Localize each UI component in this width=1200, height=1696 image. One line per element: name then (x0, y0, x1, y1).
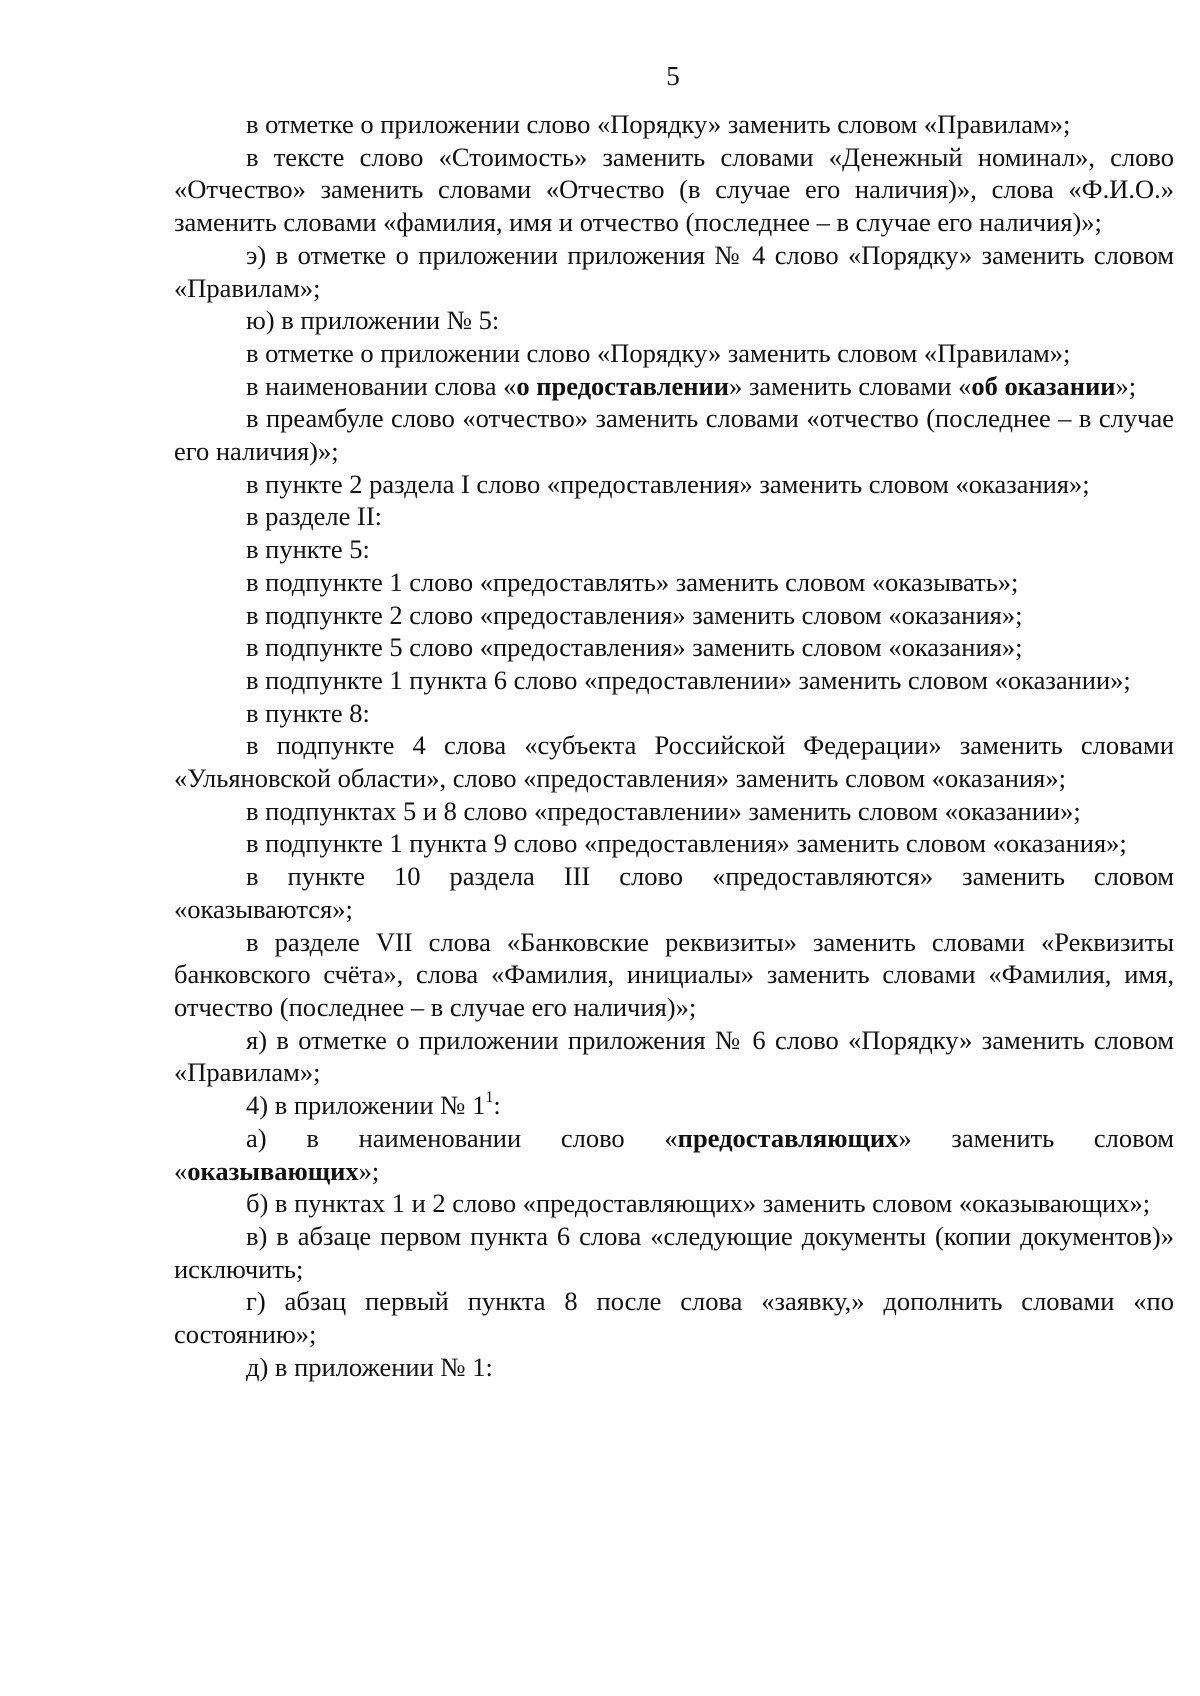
text-run: »; (1115, 370, 1137, 401)
text-run: » заменить словами « (729, 370, 972, 401)
text-run: б) в пунктах 1 и 2 слово «предоставляющих» заменить словом «оказывающих»; (246, 1188, 1151, 1219)
text-run: в разделе VII слова «Банковские реквизиты» заменить словами «Реквизиты банковского счёта», слова «Фамилия, инициалы» заменить словами «Фамилия, имя, отчество (последнее – в случае его наличия)»; (174, 926, 1174, 1022)
text-run: в подпункте 5 слово «предоставления» заменить словом «оказания»; (246, 632, 1023, 663)
text-run: в преамбуле слово «отчество» заменить словами «отчество (последнее – в случае его наличия)»; (174, 403, 1174, 467)
paragraph (174, 533, 1174, 566)
paragraph (174, 729, 1174, 794)
document-body (174, 108, 1174, 1383)
paragraph (174, 468, 1174, 501)
text-run: в подпункте 1 пункта 9 слово «предоставления» заменить словом «оказания»; (246, 828, 1127, 859)
paragraph (174, 795, 1174, 828)
text-run: а) в наименовании слово « (246, 1122, 678, 1153)
paragraph (174, 566, 1174, 599)
text-run: г) абзац первый пункта 8 после слова «заявку,» дополнить словами «по состоянию»; (174, 1286, 1174, 1350)
paragraph (174, 304, 1174, 337)
bold-text: предоставляющих (677, 1122, 899, 1153)
text-run: в наименовании слова « (246, 370, 517, 401)
paragraph (174, 926, 1174, 1024)
text-run: я) в отметке о приложении приложения № 6 слово «Порядку» заменить словом «Правилам»; (174, 1024, 1174, 1088)
paragraph (174, 1089, 1174, 1122)
paragraph (174, 860, 1174, 925)
paragraph (174, 1220, 1174, 1285)
paragraph (174, 697, 1174, 730)
text-run: 4) в приложении № 1 (246, 1090, 486, 1121)
text-run: в пункте 10 раздела III слово «предоставляются» заменить словом «оказываются»; (174, 861, 1174, 924)
paragraph (174, 108, 1174, 141)
paragraph (174, 370, 1174, 403)
text-run: в пункте 5: (246, 534, 370, 565)
text-run: в) в абзаце первом пункта 6 слова «следующие документы (копии документов)» исключить; (174, 1220, 1174, 1284)
paragraph (174, 141, 1174, 239)
text-run: в отметке о приложении слово «Порядку» заменить словом «Правилам»; (246, 109, 1071, 139)
text-run: в тексте слово «Стоимость» заменить словами «Денежный номинал», слово «Отчество» заменить словами «Отчество (в случае его наличия)», слова «Ф.И.О.» заменить словами «фамилия, имя и отчество (последнее – в случае его наличия)»; (174, 141, 1174, 238)
bold-text: оказывающих (187, 1155, 359, 1186)
paragraph (174, 631, 1174, 664)
text-run: в разделе II: (246, 501, 383, 532)
text-run: в пункте 8: (246, 697, 370, 728)
text-run: ю) в приложении № 5: (246, 305, 500, 336)
paragraph (174, 402, 1174, 467)
text-run: : (493, 1090, 501, 1121)
text-run: в подпункте 4 слова «субъекта Российской Федерации» заменить словами «Ульяновской области», слово «предоставления» заменить словом «оказания»; (174, 730, 1174, 794)
paragraph (174, 1122, 1174, 1187)
superscript: 1 (485, 1089, 494, 1107)
text-run: в подпункте 1 пункта 6 слово «предоставлении» заменить словом «оказании»; (246, 664, 1131, 695)
paragraph (174, 500, 1174, 533)
paragraph (174, 239, 1174, 304)
paragraph (174, 1187, 1174, 1220)
paragraph (174, 827, 1174, 860)
paragraph (174, 664, 1174, 697)
paragraph (174, 1285, 1174, 1350)
text-run: в подпункте 2 слово «предоставления» заменить словом «оказания»; (246, 599, 1023, 630)
text-run: в отметке о приложении слово «Порядку» заменить словом «Правилам»; (246, 337, 1071, 368)
text-run: » заменить словом « (174, 1122, 1174, 1186)
paragraph (174, 1351, 1174, 1384)
text-run: э) в отметке о приложении приложения № 4 слово «Порядку» заменить словом «Правилам»; (174, 239, 1174, 303)
text-run: »; (358, 1155, 380, 1186)
paragraph (174, 337, 1174, 370)
bold-text: об оказании (971, 370, 1116, 401)
paragraph (174, 599, 1174, 632)
bold-text: о предоставлении (516, 370, 730, 401)
text-run: в пункте 2 раздела I слово «предоставления» заменить словом «оказания»; (246, 468, 1090, 499)
text-run: д) в приложении № 1: (246, 1351, 493, 1382)
paragraph (174, 1024, 1174, 1089)
text-run: в подпункте 1 слово «предоставлять» заменить словом «оказывать»; (246, 566, 1019, 597)
text-run: в подпунктах 5 и 8 слово «предоставлении» заменить словом «оказании»; (246, 795, 1081, 826)
page-number: 5 (666, 61, 680, 91)
